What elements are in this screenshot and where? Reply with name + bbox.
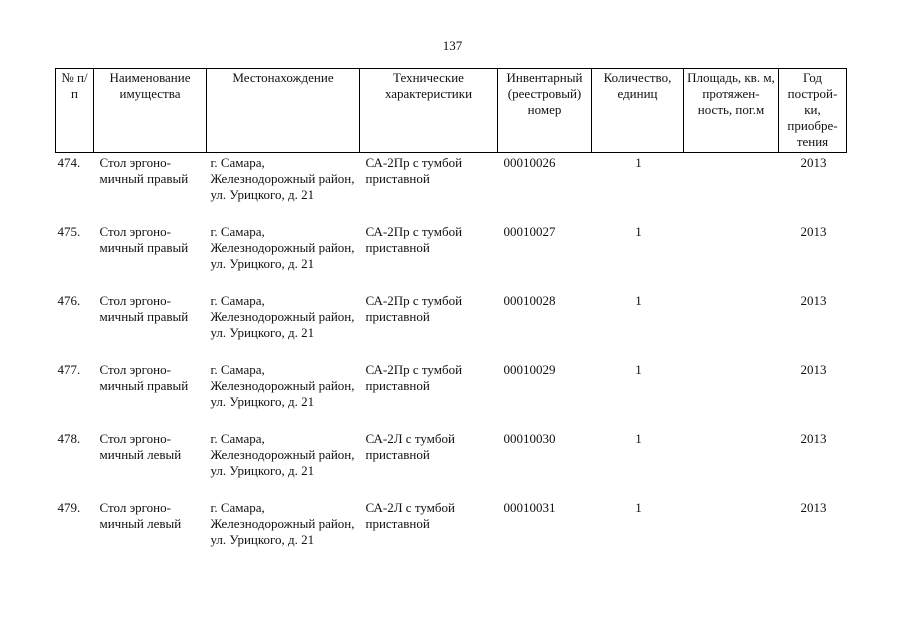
cell-tech: СА-2Л с тумбой приставной bbox=[365, 430, 455, 462]
cell-year: 2013 bbox=[800, 430, 827, 446]
cell-year: 2013 bbox=[800, 155, 827, 170]
cell-inventory: 00010026 bbox=[503, 155, 556, 170]
cell-year: 2013 bbox=[800, 361, 827, 377]
cell-inventory: 00010027 bbox=[503, 223, 556, 239]
header-name: Наименование имущества bbox=[94, 69, 207, 153]
cell-inventory: 00010028 bbox=[503, 292, 556, 308]
cell-quantity: 1 bbox=[635, 292, 642, 308]
cell-inventory: 00010029 bbox=[503, 361, 556, 377]
cell-year: 2013 bbox=[800, 292, 827, 308]
header-year: Год построй-ки, приобре-тения bbox=[779, 69, 847, 153]
cell-name: Стол эргоно-мичный левый bbox=[99, 430, 182, 462]
cell-area bbox=[684, 498, 779, 567]
cell-name: Стол эргоно-мичный левый bbox=[99, 499, 182, 531]
cell-inventory: 00010030 bbox=[503, 430, 556, 446]
cell-number: 478. bbox=[57, 430, 81, 446]
cell-number: 476. bbox=[57, 292, 81, 308]
cell-tech: СА-2Пр с тумбой приставной bbox=[365, 361, 463, 393]
cell-number: 479. bbox=[57, 499, 81, 515]
table-row bbox=[56, 498, 847, 567]
cell-year: 2013 bbox=[800, 499, 827, 515]
cell-location: г. Самара, Железнодорожный район, ул. Урицкого, д. 21 bbox=[210, 292, 355, 340]
cell-quantity: 1 bbox=[635, 155, 642, 170]
cell-location: г. Самара, Железнодорожный район, ул. Урицкого, д. 21 bbox=[210, 223, 355, 271]
table-row bbox=[56, 429, 847, 498]
header-tech: Технические характеристики bbox=[360, 69, 498, 153]
cell-name: Стол эргоно-мичный правый bbox=[99, 292, 189, 324]
table-row bbox=[56, 360, 847, 429]
cell-year: 2013 bbox=[800, 223, 827, 239]
cell-tech: СА-2Пр с тумбой приставной bbox=[365, 155, 463, 186]
cell-number: 477. bbox=[57, 361, 81, 377]
table-row bbox=[56, 222, 847, 291]
cell-tech: СА-2Пр с тумбой приставной bbox=[365, 223, 463, 255]
table-row bbox=[56, 291, 847, 360]
cell-location: г. Самара, Железнодорожный район, ул. Урицкого, д. 21 bbox=[210, 430, 355, 478]
cell-number: 474. bbox=[57, 155, 81, 170]
cell-tech: СА-2Л с тумбой приставной bbox=[365, 499, 455, 531]
table-row bbox=[56, 153, 847, 222]
cell-area bbox=[684, 360, 779, 429]
cell-location: г. Самара, Железнодорожный район, ул. Урицкого, д. 21 bbox=[210, 361, 355, 409]
header-area: Площадь, кв. м, протяжен-ность, пог.м bbox=[684, 69, 779, 153]
cell-location: г. Самара, Железнодорожный район, ул. Урицкого, д. 21 bbox=[210, 499, 355, 547]
cell-quantity: 1 bbox=[635, 223, 642, 239]
cell-inventory: 00010031 bbox=[503, 499, 556, 515]
cell-area bbox=[684, 291, 779, 360]
cell-location: г. Самара, Железнодорожный район, ул. Урицкого, д. 21 bbox=[210, 155, 355, 202]
header-number: № п/п bbox=[56, 69, 94, 153]
cell-area bbox=[684, 429, 779, 498]
header-location: Местонахождение bbox=[207, 69, 360, 153]
cell-name: Стол эргоно-мичный правый bbox=[99, 361, 189, 393]
cell-name: Стол эргоно-мичный правый bbox=[99, 223, 189, 255]
cell-number: 475. bbox=[57, 223, 81, 239]
cell-quantity: 1 bbox=[635, 361, 642, 377]
header-inventory: Инвентарный (реестровый) номер bbox=[498, 69, 592, 153]
cell-area bbox=[684, 222, 779, 291]
header-quantity: Количество, единиц bbox=[592, 69, 684, 153]
cell-quantity: 1 bbox=[635, 430, 642, 446]
cell-area bbox=[684, 153, 779, 222]
table-header-row bbox=[56, 69, 847, 153]
page-number: 137 bbox=[442, 38, 463, 53]
property-registry-table bbox=[55, 68, 847, 567]
cell-tech: СА-2Пр с тумбой приставной bbox=[365, 292, 463, 324]
cell-name: Стол эргоно-мичный правый bbox=[99, 155, 189, 186]
cell-quantity: 1 bbox=[635, 499, 642, 515]
